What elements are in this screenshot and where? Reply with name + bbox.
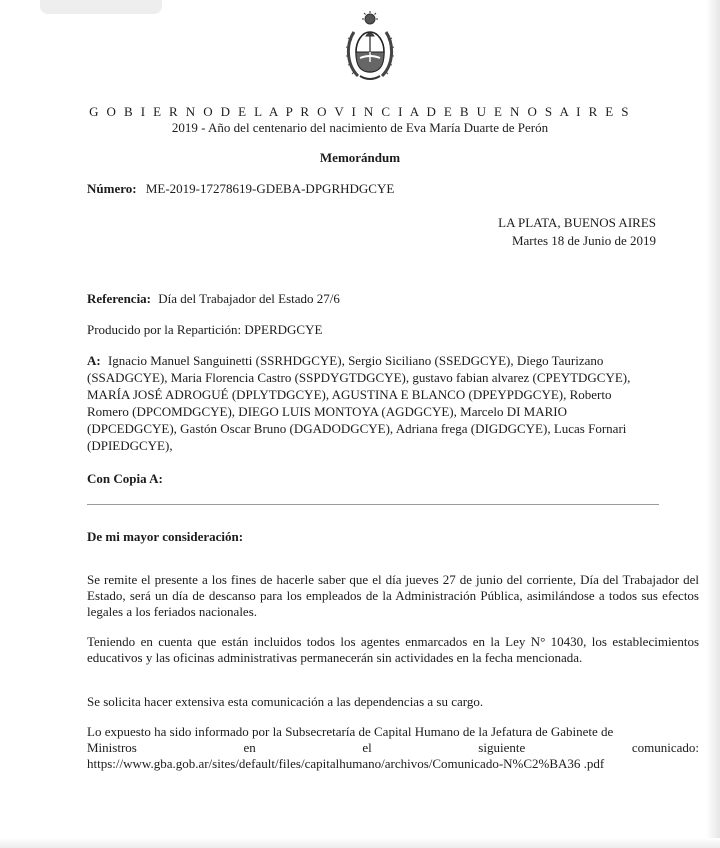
produced-by: Producido por la Repartición: DPERDGCYE [87, 322, 323, 337]
communique-url: https://www.gba.gob.ar/sites/default/files/capitalhumano/archivos/Comunicado-N%C2%BA36 .pdf [87, 756, 605, 771]
copy-to-label: Con Copia A: [87, 471, 163, 486]
page-bottom-shadow [0, 838, 720, 848]
government-name: G O B I E R N O D E L A P R O V I N C I A D E B U E N O S A I R E S [89, 104, 631, 119]
greeting: De mi mayor consideración: [87, 529, 244, 544]
place-and-date [498, 214, 656, 250]
recipients-block [87, 352, 630, 454]
body-paragraph-4-line-2 [87, 740, 699, 756]
document-type-title: Memorándum [319, 150, 401, 165]
recipients-line [87, 352, 630, 369]
place-city: LA PLATA, BUENOS AIRES [498, 215, 656, 230]
section-divider [87, 504, 659, 505]
body-paragraph-3: Se solicita hacer extensiva esta comunicación a las dependencias a su cargo. [87, 694, 484, 709]
body-paragraph-4 [87, 724, 699, 772]
document-date: Martes 18 de Junio de 2019 [511, 233, 656, 248]
justified-word: comunicado: [631, 740, 699, 755]
recipients-text: Ignacio Manuel Sanguinetti (SSRHDGCYE), Sergio Siciliano (SSEDGCYE), Diego Taurizano [107, 353, 604, 368]
justified-word: en [243, 740, 256, 755]
justified-word: Ministros [87, 740, 137, 755]
recipients-line: (SSADGCYE), Maria Florencia Castro (SSPDYGTDGCYE), gustavo fabian alvarez (CPEYTDGCYE), [87, 370, 631, 385]
reference-value: Día del Trabajador del Estado 27/6 [158, 291, 340, 306]
recipients-label: A: [87, 353, 101, 368]
justified-word: el [362, 740, 372, 755]
recipients-line: (DPIEDGCYE), [87, 438, 173, 453]
document-number-label: Número: [87, 181, 137, 196]
body-paragraph-2: Teniendo en cuenta que están incluidos todos los agentes enmarcados en la Ley N° 10430, los establecimientos educativos y las oficinas administrativas permanecerán sin actividades en la fecha mencionada. [87, 634, 699, 665]
coat-of-arms-icon [344, 10, 396, 86]
body-paragraph-4-line-1: Lo expuesto ha sido informado por la Subsecretaría de Capital Humano de la Jefatura de Gabinete de [87, 724, 614, 739]
year-motto: 2019 - Año del centenario del nacimiento de Eva María Duarte de Perón [171, 120, 549, 135]
justified-word: siguiente [478, 740, 526, 755]
body-paragraph-1: Se remite el presente a los fines de hacerle saber que el día jueves 27 de junio del corriente, Día del Trabajador del Estado, será un día de descanso para los empleados de la Administración Pública, asimilándose a todos sus efectos legales a los feriados nacionales. [87, 572, 699, 619]
recipients-line: MARÍA JOSÉ ADROGUÉ (DPLYTDGCYE), AGUSTINA E BLANCO (DPEYPDGCYE), Roberto [87, 387, 612, 402]
document-number-value: ME-2019-17278619-GDEBA-DPGRHDGCYE [145, 181, 395, 196]
reference-label: Referencia: [87, 291, 152, 306]
photo-corner-tab [40, 0, 162, 14]
recipients-line: (DPCEDGCYE), Gastón Oscar Bruno (DGADODGCYE), Adriana frega (DIGDGCYE), Lucas Fornari [87, 421, 627, 436]
recipients-line: Romero (DPCOMDGCYE), DIEGO LUIS MONTOYA (AGDGCYE), Marcelo DI MARIO [87, 404, 567, 419]
reference-line [87, 290, 340, 307]
document-number [87, 180, 394, 197]
